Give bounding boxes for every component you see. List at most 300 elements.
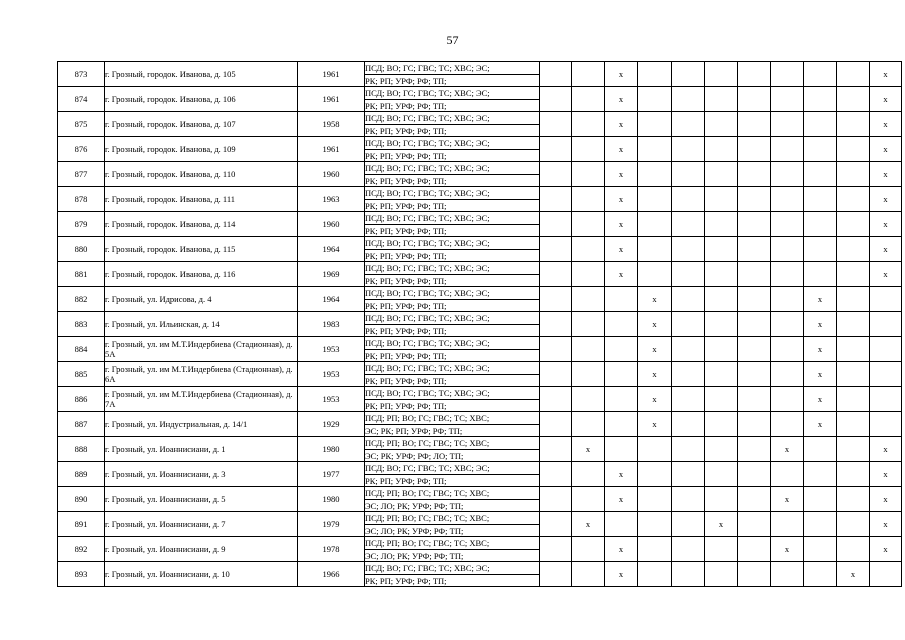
table-row — [58, 337, 902, 362]
mark-cell-4 — [638, 462, 672, 487]
mark-cell-11: x — [870, 262, 902, 287]
works-line-2: РК; РП; УРФ; РФ; ТП; — [365, 200, 447, 211]
mark-cell-3: x — [605, 262, 638, 287]
mark-cell-4 — [638, 562, 672, 587]
registry-body — [58, 62, 902, 587]
mark-cell-4 — [638, 112, 672, 137]
mark-cell-8 — [771, 137, 804, 162]
mark-cell-3: x — [605, 162, 638, 187]
year-built-cell: 1964 — [298, 287, 365, 312]
mark-cell-10 — [837, 312, 870, 337]
works-list-cell — [365, 462, 540, 487]
mark-cell-11: x — [870, 87, 902, 112]
mark-cell-2 — [572, 237, 605, 262]
mark-cell-2 — [572, 137, 605, 162]
year-built-cell: 1963 — [298, 187, 365, 212]
mark-cell-7 — [738, 337, 771, 362]
year-built-cell: 1964 — [298, 237, 365, 262]
year-built-cell: 1980 — [298, 437, 365, 462]
mark-cell-10 — [837, 212, 870, 237]
mark-cell-7 — [738, 412, 771, 437]
address-cell: г. Грозный, ул. им М.Т.Индербиева (Стадионная), д. 5А — [105, 337, 298, 362]
mark-cell-8 — [771, 237, 804, 262]
works-line-2: ЭС; ЛО; РК; УРФ; РФ; ТП; — [365, 500, 464, 511]
mark-cell-1 — [540, 512, 572, 537]
works-line-2: РК; РП; УРФ; РФ; ТП; — [365, 250, 447, 261]
mark-cell-2: x — [572, 437, 605, 462]
mark-cell-9 — [804, 137, 837, 162]
mark-cell-8 — [771, 112, 804, 137]
mark-cell-10 — [837, 187, 870, 212]
year-built-cell: 1953 — [298, 387, 365, 412]
mark-cell-7 — [738, 287, 771, 312]
mark-cell-1 — [540, 212, 572, 237]
row-number-cell: 892 — [58, 537, 105, 562]
mark-cell-5 — [672, 287, 705, 312]
mark-cell-11: x — [870, 62, 902, 87]
mark-cell-11 — [870, 312, 902, 337]
mark-cell-1 — [540, 437, 572, 462]
mark-cell-2 — [572, 387, 605, 412]
mark-cell-11 — [870, 362, 902, 387]
mark-cell-5 — [672, 137, 705, 162]
mark-cell-3: x — [605, 237, 638, 262]
mark-cell-6 — [705, 137, 738, 162]
mark-cell-11 — [870, 337, 902, 362]
mark-cell-1 — [540, 462, 572, 487]
mark-cell-7 — [738, 237, 771, 262]
mark-cell-5 — [672, 437, 705, 462]
mark-cell-10 — [837, 487, 870, 512]
mark-cell-3: x — [605, 487, 638, 512]
mark-cell-10 — [837, 87, 870, 112]
mark-cell-4 — [638, 537, 672, 562]
works-line-1: ПСД; ВО; ГС; ГВС; ТС; ХВС; ЭС; — [365, 88, 539, 100]
mark-cell-1 — [540, 287, 572, 312]
mark-cell-10 — [837, 262, 870, 287]
table-row — [58, 412, 902, 437]
works-list-cell — [365, 287, 540, 312]
mark-cell-10 — [837, 287, 870, 312]
mark-cell-4: x — [638, 412, 672, 437]
mark-cell-3 — [605, 512, 638, 537]
works-line-2: ЭС; РК; РП; УРФ; РФ; ТП; — [365, 425, 463, 436]
mark-cell-6 — [705, 212, 738, 237]
works-list-cell — [365, 337, 540, 362]
mark-cell-2 — [572, 362, 605, 387]
row-number-cell: 884 — [58, 337, 105, 362]
mark-cell-1 — [540, 87, 572, 112]
table-row — [58, 212, 902, 237]
mark-cell-10 — [837, 387, 870, 412]
works-line-2: РК; РП; УРФ; РФ; ТП; — [365, 300, 447, 311]
mark-cell-8: x — [771, 437, 804, 462]
works-line-1: ПСД; РП; ВО; ГС; ГВС; ТС; ХВС; — [365, 438, 539, 450]
table-row — [58, 262, 902, 287]
mark-cell-9 — [804, 512, 837, 537]
mark-cell-9 — [804, 562, 837, 587]
mark-cell-4 — [638, 212, 672, 237]
address-cell: г. Грозный, городок. Иванова, д. 115 — [105, 237, 298, 262]
address-cell: г. Грозный, городок. Иванова, д. 116 — [105, 262, 298, 287]
mark-cell-11: x — [870, 237, 902, 262]
mark-cell-8 — [771, 212, 804, 237]
mark-cell-1 — [540, 112, 572, 137]
year-built-cell: 1980 — [298, 487, 365, 512]
row-number-cell: 879 — [58, 212, 105, 237]
table-row — [58, 112, 902, 137]
mark-cell-4: x — [638, 312, 672, 337]
mark-cell-3: x — [605, 112, 638, 137]
mark-cell-3: x — [605, 187, 638, 212]
mark-cell-4 — [638, 512, 672, 537]
year-built-cell: 1953 — [298, 337, 365, 362]
mark-cell-9 — [804, 537, 837, 562]
mark-cell-7 — [738, 362, 771, 387]
mark-cell-2 — [572, 487, 605, 512]
works-list-cell — [365, 412, 540, 437]
mark-cell-8 — [771, 412, 804, 437]
mark-cell-7 — [738, 212, 771, 237]
works-list-cell — [365, 512, 540, 537]
address-cell: г. Грозный, ул. им М.Т.Индербиева (Стадионная), д. 6А — [105, 362, 298, 387]
mark-cell-2 — [572, 62, 605, 87]
mark-cell-3 — [605, 362, 638, 387]
works-list-cell — [365, 137, 540, 162]
mark-cell-1 — [540, 162, 572, 187]
works-line-1: ПСД; ВО; ГС; ГВС; ТС; ХВС; ЭС; — [365, 238, 539, 250]
row-number-cell: 889 — [58, 462, 105, 487]
mark-cell-2 — [572, 212, 605, 237]
mark-cell-8: x — [771, 487, 804, 512]
mark-cell-9 — [804, 187, 837, 212]
mark-cell-9 — [804, 237, 837, 262]
year-built-cell: 1960 — [298, 212, 365, 237]
mark-cell-4 — [638, 437, 672, 462]
works-line-2: РК; РП; УРФ; РФ; ТП; — [365, 125, 447, 136]
address-cell: г. Грозный, ул. Иоаннисиани, д. 1 — [105, 437, 298, 462]
works-list-cell — [365, 237, 540, 262]
address-cell: г. Грозный, городок. Иванова, д. 114 — [105, 212, 298, 237]
works-list-cell — [365, 537, 540, 562]
mark-cell-2 — [572, 537, 605, 562]
mark-cell-5 — [672, 87, 705, 112]
mark-cell-5 — [672, 537, 705, 562]
mark-cell-7 — [738, 162, 771, 187]
year-built-cell: 1966 — [298, 562, 365, 587]
mark-cell-7 — [738, 187, 771, 212]
row-number-cell: 877 — [58, 162, 105, 187]
works-list-cell — [365, 312, 540, 337]
mark-cell-6 — [705, 412, 738, 437]
mark-cell-6 — [705, 312, 738, 337]
mark-cell-1 — [540, 62, 572, 87]
works-line-1: ПСД; ВО; ГС; ГВС; ТС; ХВС; ЭС; — [365, 363, 539, 375]
works-line-1: ПСД; ВО; ГС; ГВС; ТС; ХВС; ЭС; — [365, 163, 539, 175]
works-line-1: ПСД; ВО; ГС; ГВС; ТС; ХВС; ЭС; — [365, 63, 539, 75]
mark-cell-10 — [837, 512, 870, 537]
year-built-cell: 1953 — [298, 362, 365, 387]
works-list-cell — [365, 62, 540, 87]
works-line-1: ПСД; ВО; ГС; ГВС; ТС; ХВС; ЭС; — [365, 138, 539, 150]
address-cell: г. Грозный, городок. Иванова, д. 110 — [105, 162, 298, 187]
mark-cell-5 — [672, 387, 705, 412]
works-line-2: РК; РП; УРФ; РФ; ТП; — [365, 100, 447, 111]
mark-cell-6 — [705, 437, 738, 462]
mark-cell-9 — [804, 112, 837, 137]
address-cell: г. Грозный, ул. Иоаннисиани, д. 9 — [105, 537, 298, 562]
mark-cell-7 — [738, 537, 771, 562]
mark-cell-10 — [837, 437, 870, 462]
works-list-cell — [365, 87, 540, 112]
mark-cell-1 — [540, 362, 572, 387]
year-built-cell: 1961 — [298, 87, 365, 112]
year-built-cell: 1960 — [298, 162, 365, 187]
mark-cell-3: x — [605, 562, 638, 587]
mark-cell-4 — [638, 162, 672, 187]
works-line-2: ЭС; ЛО; РК; УРФ; РФ; ТП; — [365, 550, 464, 561]
table-row — [58, 62, 902, 87]
mark-cell-11 — [870, 387, 902, 412]
mark-cell-11: x — [870, 512, 902, 537]
mark-cell-8 — [771, 187, 804, 212]
works-line-1: ПСД; ВО; ГС; ГВС; ТС; ХВС; ЭС; — [365, 188, 539, 200]
mark-cell-5 — [672, 412, 705, 437]
mark-cell-1 — [540, 337, 572, 362]
works-line-2: ЭС; РК; УРФ; РФ; ЛО; ТП; — [365, 450, 464, 461]
row-number-cell: 888 — [58, 437, 105, 462]
table-row — [58, 487, 902, 512]
mark-cell-3 — [605, 437, 638, 462]
table-row — [58, 437, 902, 462]
mark-cell-4 — [638, 137, 672, 162]
mark-cell-6 — [705, 112, 738, 137]
row-number-cell: 875 — [58, 112, 105, 137]
works-line-2: РК; РП; УРФ; РФ; ТП; — [365, 150, 447, 161]
mark-cell-7 — [738, 87, 771, 112]
mark-cell-1 — [540, 562, 572, 587]
works-line-1: ПСД; ВО; ГС; ГВС; ТС; ХВС; ЭС; — [365, 213, 539, 225]
mark-cell-6 — [705, 187, 738, 212]
row-number-cell: 891 — [58, 512, 105, 537]
mark-cell-6 — [705, 62, 738, 87]
address-cell: г. Грозный, ул. Иоаннисиани, д. 3 — [105, 462, 298, 487]
mark-cell-4 — [638, 262, 672, 287]
row-number-cell: 881 — [58, 262, 105, 287]
year-built-cell: 1929 — [298, 412, 365, 437]
mark-cell-7 — [738, 512, 771, 537]
table-row — [58, 562, 902, 587]
works-line-2: РК; РП; УРФ; РФ; ТП; — [365, 325, 447, 336]
row-number-cell: 876 — [58, 137, 105, 162]
row-number-cell: 887 — [58, 412, 105, 437]
mark-cell-9 — [804, 487, 837, 512]
mark-cell-7 — [738, 487, 771, 512]
mark-cell-2 — [572, 187, 605, 212]
works-line-1: ПСД; ВО; ГС; ГВС; ТС; ХВС; ЭС; — [365, 313, 539, 325]
mark-cell-8 — [771, 287, 804, 312]
mark-cell-5 — [672, 337, 705, 362]
works-line-2: РК; РП; УРФ; РФ; ТП; — [365, 475, 447, 486]
mark-cell-10 — [837, 337, 870, 362]
row-number-cell: 882 — [58, 287, 105, 312]
works-line-1: ПСД; РП; ВО; ГС; ГВС; ТС; ХВС; — [365, 413, 539, 425]
works-list-cell — [365, 187, 540, 212]
address-cell: г. Грозный, ул. им М.Т.Индербиева (Стадионная), д. 7А — [105, 387, 298, 412]
mark-cell-10 — [837, 537, 870, 562]
row-number-cell: 890 — [58, 487, 105, 512]
mark-cell-2 — [572, 462, 605, 487]
mark-cell-3 — [605, 287, 638, 312]
mark-cell-2 — [572, 287, 605, 312]
mark-cell-1 — [540, 412, 572, 437]
works-line-1: ПСД; ВО; ГС; ГВС; ТС; ХВС; ЭС; — [365, 113, 539, 125]
mark-cell-5 — [672, 487, 705, 512]
mark-cell-8 — [771, 512, 804, 537]
works-line-2: РК; РП; УРФ; РФ; ТП; — [365, 350, 447, 361]
mark-cell-8 — [771, 162, 804, 187]
address-cell: г. Грозный, городок. Иванова, д. 107 — [105, 112, 298, 137]
mark-cell-10: x — [837, 562, 870, 587]
mark-cell-4 — [638, 237, 672, 262]
mark-cell-4: x — [638, 387, 672, 412]
mark-cell-11 — [870, 287, 902, 312]
works-list-cell — [365, 487, 540, 512]
mark-cell-8 — [771, 337, 804, 362]
works-line-1: ПСД; ВО; ГС; ГВС; ТС; ХВС; ЭС; — [365, 463, 539, 475]
mark-cell-7 — [738, 437, 771, 462]
mark-cell-6 — [705, 162, 738, 187]
mark-cell-5 — [672, 312, 705, 337]
mark-cell-11 — [870, 562, 902, 587]
works-line-2: РК; РП; УРФ; РФ; ТП; — [365, 275, 447, 286]
works-list-cell — [365, 562, 540, 587]
year-built-cell: 1977 — [298, 462, 365, 487]
row-number-cell: 873 — [58, 62, 105, 87]
mark-cell-8 — [771, 262, 804, 287]
works-line-2: ЭС; ЛО; РК; УРФ; РФ; ТП; — [365, 525, 464, 536]
mark-cell-1 — [540, 387, 572, 412]
mark-cell-2 — [572, 112, 605, 137]
mark-cell-4: x — [638, 362, 672, 387]
address-cell: г. Грозный, ул. Идрисова, д. 4 — [105, 287, 298, 312]
works-line-2: РК; РП; УРФ; РФ; ТП; — [365, 400, 447, 411]
table-row — [58, 312, 902, 337]
mark-cell-6 — [705, 87, 738, 112]
mark-cell-5 — [672, 562, 705, 587]
mark-cell-6 — [705, 262, 738, 287]
mark-cell-11 — [870, 412, 902, 437]
mark-cell-1 — [540, 137, 572, 162]
mark-cell-5 — [672, 62, 705, 87]
mark-cell-7 — [738, 462, 771, 487]
year-built-cell: 1961 — [298, 137, 365, 162]
address-cell: г. Грозный, ул. Индустриальная, д. 14/1 — [105, 412, 298, 437]
year-built-cell: 1958 — [298, 112, 365, 137]
works-line-2: РК; РП; УРФ; РФ; ТП; — [365, 75, 447, 86]
mark-cell-3: x — [605, 137, 638, 162]
works-line-1: ПСД; ВО; ГС; ГВС; ТС; ХВС; ЭС; — [365, 338, 539, 350]
address-cell: г. Грозный, ул. Иоаннисиани, д. 5 — [105, 487, 298, 512]
mark-cell-6 — [705, 537, 738, 562]
mark-cell-2 — [572, 412, 605, 437]
address-cell: г. Грозный, городок. Иванова, д. 106 — [105, 87, 298, 112]
mark-cell-9 — [804, 212, 837, 237]
works-list-cell — [365, 362, 540, 387]
mark-cell-2 — [572, 87, 605, 112]
mark-cell-7 — [738, 137, 771, 162]
table-row — [58, 87, 902, 112]
address-cell: г. Грозный, городок. Иванова, д. 111 — [105, 187, 298, 212]
mark-cell-2: x — [572, 512, 605, 537]
mark-cell-3 — [605, 312, 638, 337]
mark-cell-7 — [738, 62, 771, 87]
mark-cell-9 — [804, 462, 837, 487]
mark-cell-10 — [837, 237, 870, 262]
mark-cell-11: x — [870, 137, 902, 162]
mark-cell-10 — [837, 362, 870, 387]
mark-cell-6 — [705, 387, 738, 412]
mark-cell-6 — [705, 337, 738, 362]
mark-cell-8: x — [771, 537, 804, 562]
table-row — [58, 387, 902, 412]
mark-cell-9 — [804, 437, 837, 462]
mark-cell-10 — [837, 462, 870, 487]
row-number-cell: 886 — [58, 387, 105, 412]
mark-cell-5 — [672, 212, 705, 237]
mark-cell-8 — [771, 462, 804, 487]
mark-cell-7 — [738, 112, 771, 137]
works-line-2: РК; РП; УРФ; РФ; ТП; — [365, 375, 447, 386]
mark-cell-4: x — [638, 287, 672, 312]
mark-cell-1 — [540, 187, 572, 212]
address-cell: г. Грозный, ул. Ильинская, д. 14 — [105, 312, 298, 337]
mark-cell-3 — [605, 412, 638, 437]
mark-cell-6 — [705, 237, 738, 262]
year-built-cell: 1983 — [298, 312, 365, 337]
mark-cell-5 — [672, 237, 705, 262]
mark-cell-3 — [605, 337, 638, 362]
mark-cell-4 — [638, 187, 672, 212]
mark-cell-9 — [804, 162, 837, 187]
mark-cell-7 — [738, 387, 771, 412]
mark-cell-9: x — [804, 362, 837, 387]
mark-cell-11: x — [870, 437, 902, 462]
mark-cell-7 — [738, 262, 771, 287]
mark-cell-10 — [837, 412, 870, 437]
page-number: 57 — [446, 33, 459, 47]
mark-cell-4 — [638, 487, 672, 512]
mark-cell-2 — [572, 562, 605, 587]
mark-cell-8 — [771, 62, 804, 87]
mark-cell-9 — [804, 87, 837, 112]
year-built-cell: 1961 — [298, 62, 365, 87]
mark-cell-4 — [638, 62, 672, 87]
row-number-cell: 883 — [58, 312, 105, 337]
mark-cell-3: x — [605, 212, 638, 237]
mark-cell-3 — [605, 387, 638, 412]
address-cell: г. Грозный, городок. Иванова, д. 105 — [105, 62, 298, 87]
mark-cell-5 — [672, 262, 705, 287]
works-line-2: РК; РП; УРФ; РФ; ТП; — [365, 575, 447, 586]
mark-cell-9 — [804, 262, 837, 287]
mark-cell-5 — [672, 362, 705, 387]
mark-cell-10 — [837, 162, 870, 187]
mark-cell-5 — [672, 462, 705, 487]
mark-cell-2 — [572, 162, 605, 187]
table-row — [58, 462, 902, 487]
mark-cell-8 — [771, 387, 804, 412]
